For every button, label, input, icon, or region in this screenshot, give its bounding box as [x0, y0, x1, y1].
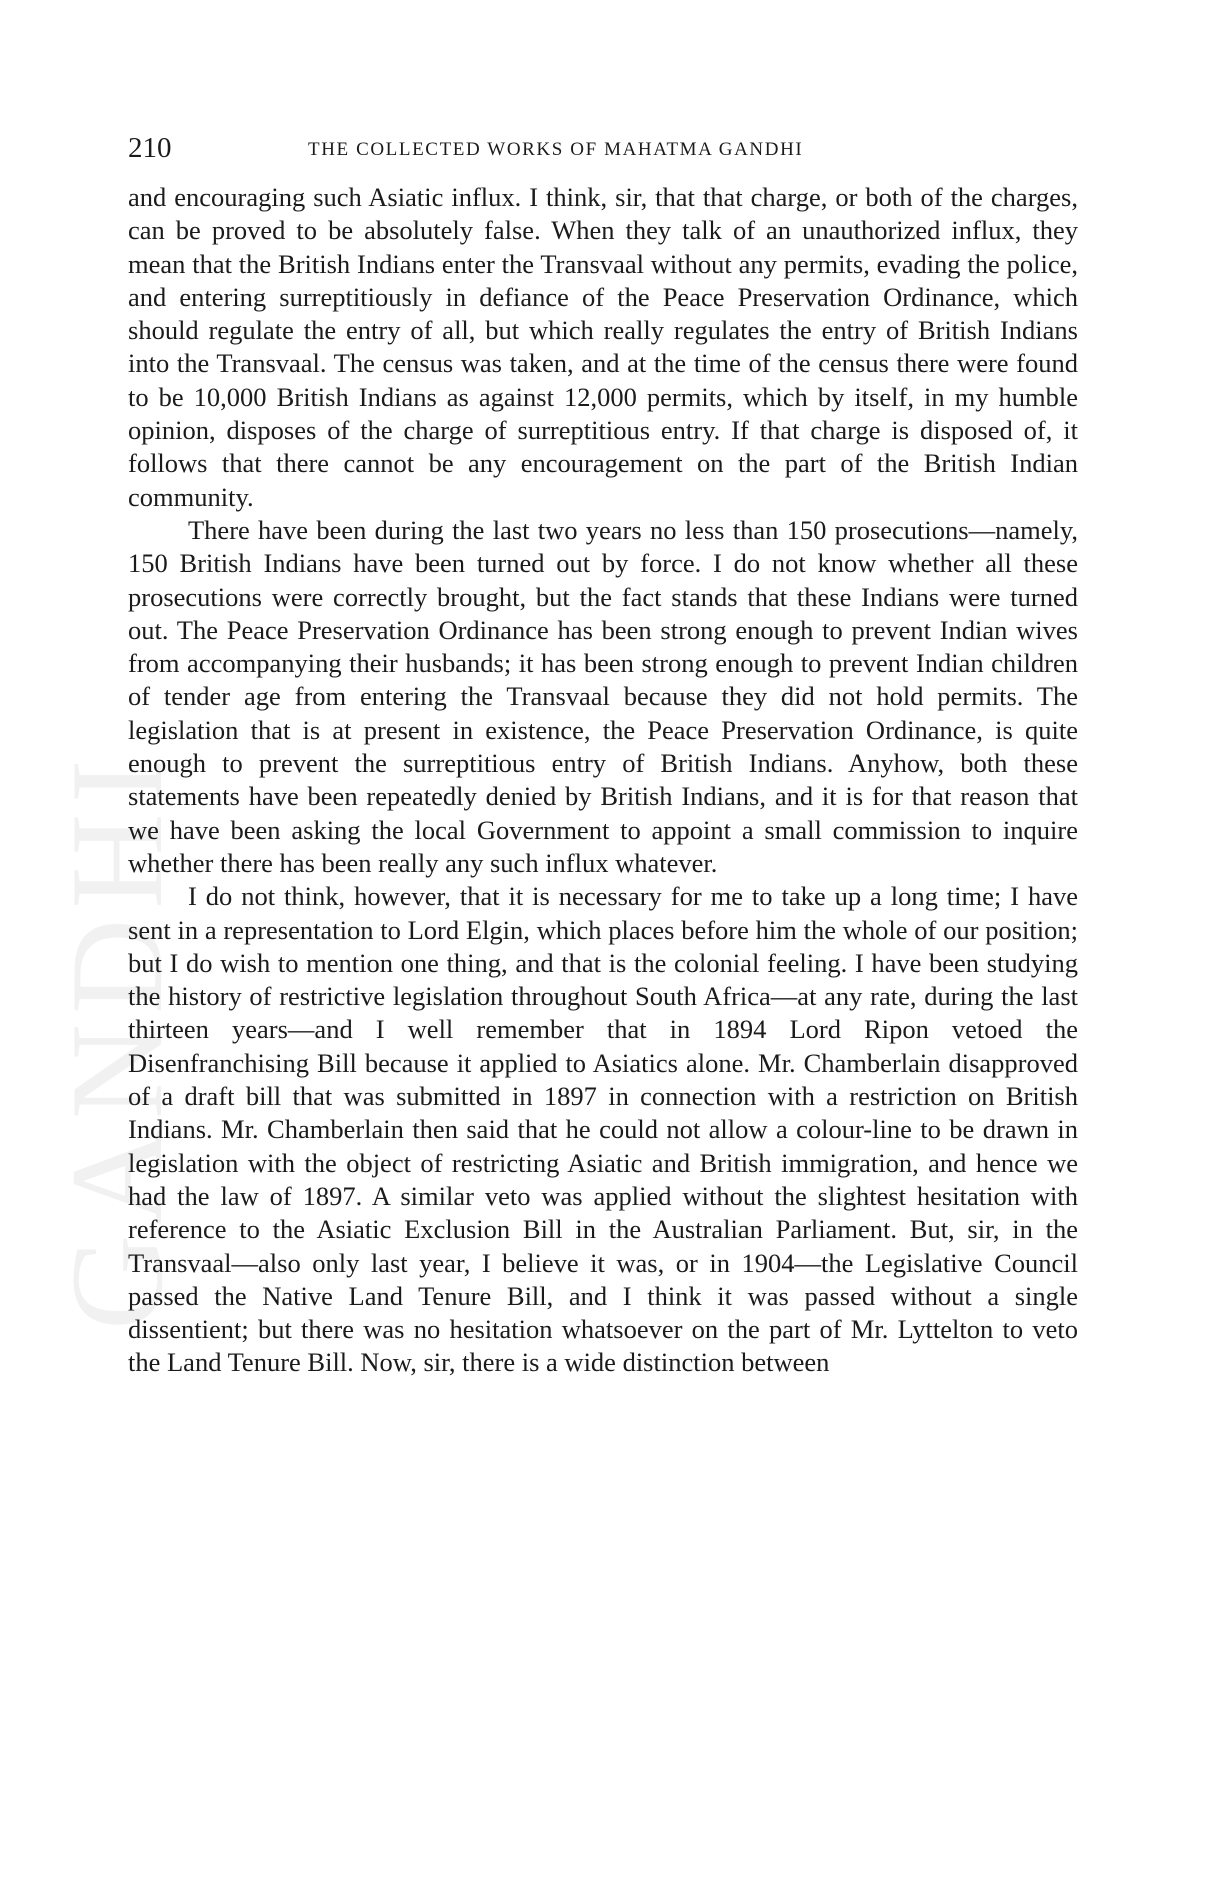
paragraph-colonial-feeling: I do not think, however, that it is necessary for me to take up a long time; I have sent in a representation to Lord Elgin, which places before him the whole of our position; but I do wish to mention one thing, and that is the colonial feeling. I have been studying the history of restrictive legislation throughout South Africa—at any rate, during the last thirteen years—and I well remember that in 1894 Lord Ripon vetoed the Disenfranchising Bill because it applied to Asiatics alone. Mr. Chamberlain disapproved of a draft bill that was submitted in 1897 in connection with a restriction on British Indians. Mr. Chamberlain then said that he could not allow a colour-line to be drawn in legislation with the object of restricting Asiatic and British immigration, and hence we had the law of 1897. A similar veto was applied without the slightest hesitation with reference to the Asiatic Exclusion Bill in the Australian Parliament. But, sir, in the Transvaal—also only last year, I believe it was, or in 1904—the Legislative Council passed the Native Land Tenure Bill, and I think it was passed without a single dissentient; but there was no hesitation whatsoever on the part of Mr. Lyttelton to veto the Land Tenure Bill. Now, sir, there is a wide distinction between	[128, 881, 1078, 1378]
running-head	[128, 130, 1078, 170]
page-number: 210	[128, 132, 172, 164]
watermark: GANDHI	[43, 749, 190, 1330]
paragraph-prosecutions: There have been during the last two years no less than 150 prosecutions—namely, 150 British Indians have been turned out by force. I do not know whether all these prosecutions were correctly brought, but the fact stands that these Indians were turned out. The Peace Preservation Ordinance has been strong enough to prevent Indian wives from accompanying their husbands; it has been strong enough to prevent Indian children of tender age from entering the Transvaal because they did not hold permits. The legislation that is at present in existence, the Peace Preservation Ordinance, is quite enough to prevent the surreptitious entry of British Indians. Anyhow, both these statements have been repeatedly denied by British Indians, and it is for that reason that we have been asking the local Government to appoint a small commission to inquire whether there has been really any such influx whatever.	[128, 514, 1078, 878]
body-text	[128, 181, 1078, 1380]
running-title: THE COLLECTED WORKS OF MAHATMA GANDHI	[308, 139, 804, 160]
paragraph-continuation: and encouraging such Asiatic influx. I think, sir, that that charge, or both of the charges, can be proved to be absolutely false. When they talk of an unauthorized influx, they mean that the British Indians enter the Transvaal without any permits, evading the police, and entering surreptitiously in defiance of the Peace Preservation Ordinance, which should regulate the entry of all, but which really regulates the entry of British Indians into the Transvaal. The census was taken, and at the time of the census there were found to be 10,000 British Indians as against 12,000 permits, which by itself, in my humble opinion, disposes of the charge of surreptitious entry. If that charge is disposed of, it follows that there cannot be any encouragement on the part of the British Indian community.	[128, 182, 1078, 512]
